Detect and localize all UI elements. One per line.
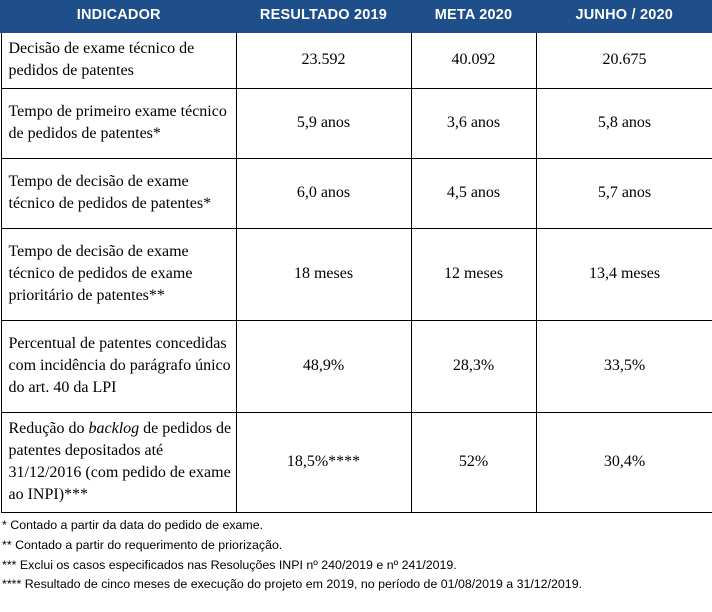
row-indicator-label: Percentual de patentes concedidas com incidência do parágrafo único do art. 40 da LPI — [1, 321, 236, 413]
column-header-resultado-2019: RESULTADO 2019 — [236, 1, 411, 33]
footnote-quadruple-asterisk: **** Resultado de cinco meses de execução do projeto em 2019, no período de 01/08/2019 a 31/12/2019. — [2, 577, 583, 592]
row-meta-2020: 12 meses — [411, 229, 536, 321]
table-row — [1, 32, 712, 88]
row-meta-2020: 28,3% — [411, 321, 536, 413]
row-indicator-label: Tempo de primeiro exame técnico de pedidos de patentes* — [1, 89, 236, 159]
row-meta-2020: 4,5 anos — [411, 159, 536, 229]
row-indicator-text-italic: backlog — [88, 420, 140, 438]
table-header — [1, 1, 712, 33]
footnote-single-asterisk: * Contado a partir da data do pedido de exame. — [2, 518, 264, 533]
row-junho-2020: 13,4 meses — [536, 229, 712, 321]
column-header-meta-2020: META 2020 — [411, 1, 536, 33]
row-meta-2020: 3,6 anos — [411, 89, 536, 159]
row-meta-2020: 40.092 — [411, 32, 536, 88]
row-resultado-2019: 48,9% — [236, 321, 411, 413]
row-indicator-label: Decisão de exame técnico de pedidos de patentes — [1, 32, 236, 88]
table-header-row — [1, 1, 712, 33]
row-junho-2020: 5,7 anos — [536, 159, 712, 229]
row-indicator-text-after: de pedidos de patentes depositados até 31/12/2016 (com pedido de exame ao INPI)*** — [8, 420, 232, 504]
row-resultado-2019: 18,5%**** — [236, 413, 411, 513]
footnote-triple-asterisk: *** Exclui os casos especificados nas Resoluções INPI nº 240/2019 e nº 241/2019. — [2, 557, 457, 572]
row-junho-2020: 20.675 — [536, 32, 712, 88]
row-indicator-label: Tempo de decisão de exame técnico de pedidos de patentes* — [1, 159, 236, 229]
row-junho-2020: 33,5% — [536, 321, 712, 413]
table-body — [1, 32, 712, 512]
table-row — [1, 89, 712, 159]
footnote-double-asterisk: ** Contado a partir do requerimento de priorização. — [2, 538, 283, 552]
row-resultado-2019: 23.592 — [236, 32, 411, 88]
table-row — [1, 229, 712, 321]
row-indicator-label: Tempo de decisão de exame técnico de pedidos de exame prioritário de patentes** — [1, 229, 236, 321]
table-row — [1, 321, 712, 413]
row-junho-2020: 5,8 anos — [536, 89, 712, 159]
table-row — [1, 413, 712, 513]
row-resultado-2019: 5,9 anos — [236, 89, 411, 159]
row-junho-2020: 30,4% — [536, 413, 712, 513]
row-indicator-text-before: Redução do — [8, 420, 89, 438]
table-row — [1, 159, 712, 229]
row-meta-2020: 52% — [411, 413, 536, 513]
row-resultado-2019: 18 meses — [236, 229, 411, 321]
column-header-junho-2020: JUNHO / 2020 — [536, 1, 712, 33]
column-header-indicator: INDICADOR — [1, 1, 236, 33]
row-indicator-label — [1, 413, 236, 513]
footnotes — [0, 513, 712, 594]
row-resultado-2019: 6,0 anos — [236, 159, 411, 229]
